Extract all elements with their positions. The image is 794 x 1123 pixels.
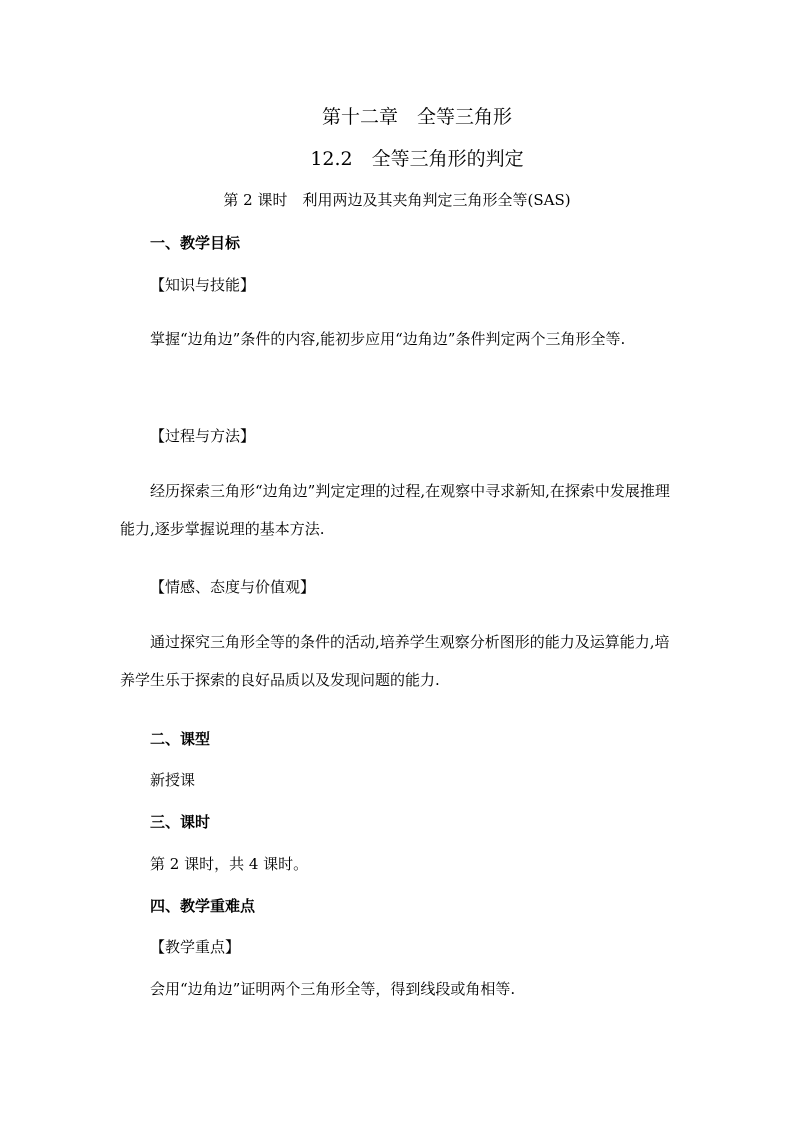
key-points-heading: 四、教学重难点 [150, 897, 256, 915]
lesson-title: 第 2 课时 利用两边及其夹角判定三角形全等(SAS) [223, 191, 571, 209]
emotion-label: 【情感、态度与价值观】 [150, 578, 316, 596]
type-text: 新授课 [150, 771, 196, 789]
knowledge-label: 【知识与技能】 [150, 276, 256, 294]
periods-heading: 三、课时 [150, 813, 211, 831]
periods-text: 第 2 课时，共 4 课时。 [150, 855, 309, 873]
emotion-text: 通过探究三角形全等的条件的活动,培养学生观察分析图形的能力及运算能力,培养学生乐于探索的良好品质以及发现问题的能力. [120, 633, 670, 689]
chapter-title: 第十二章 全等三角形 [321, 106, 512, 128]
focus-text: 会用“边角边”证明两个三角形全等，得到线段或角相等. [150, 980, 516, 998]
focus-label: 【教学重点】 [150, 938, 241, 956]
knowledge-text: 掌握“边角边”条件的内容,能初步应用“边角边”条件判定两个三角形全等. [150, 330, 626, 348]
process-text: 经历探索三角形“边角边”判定定理的过程,在观察中寻求新知,在探索中发展推理能力,逐步掌握说理的基本方法. [120, 482, 670, 538]
process-label: 【过程与方法】 [150, 427, 256, 445]
section-title: 12.2 全等三角形的判定 [310, 148, 524, 170]
type-heading: 二、课型 [150, 730, 211, 748]
goals-heading: 一、教学目标 [150, 234, 241, 252]
